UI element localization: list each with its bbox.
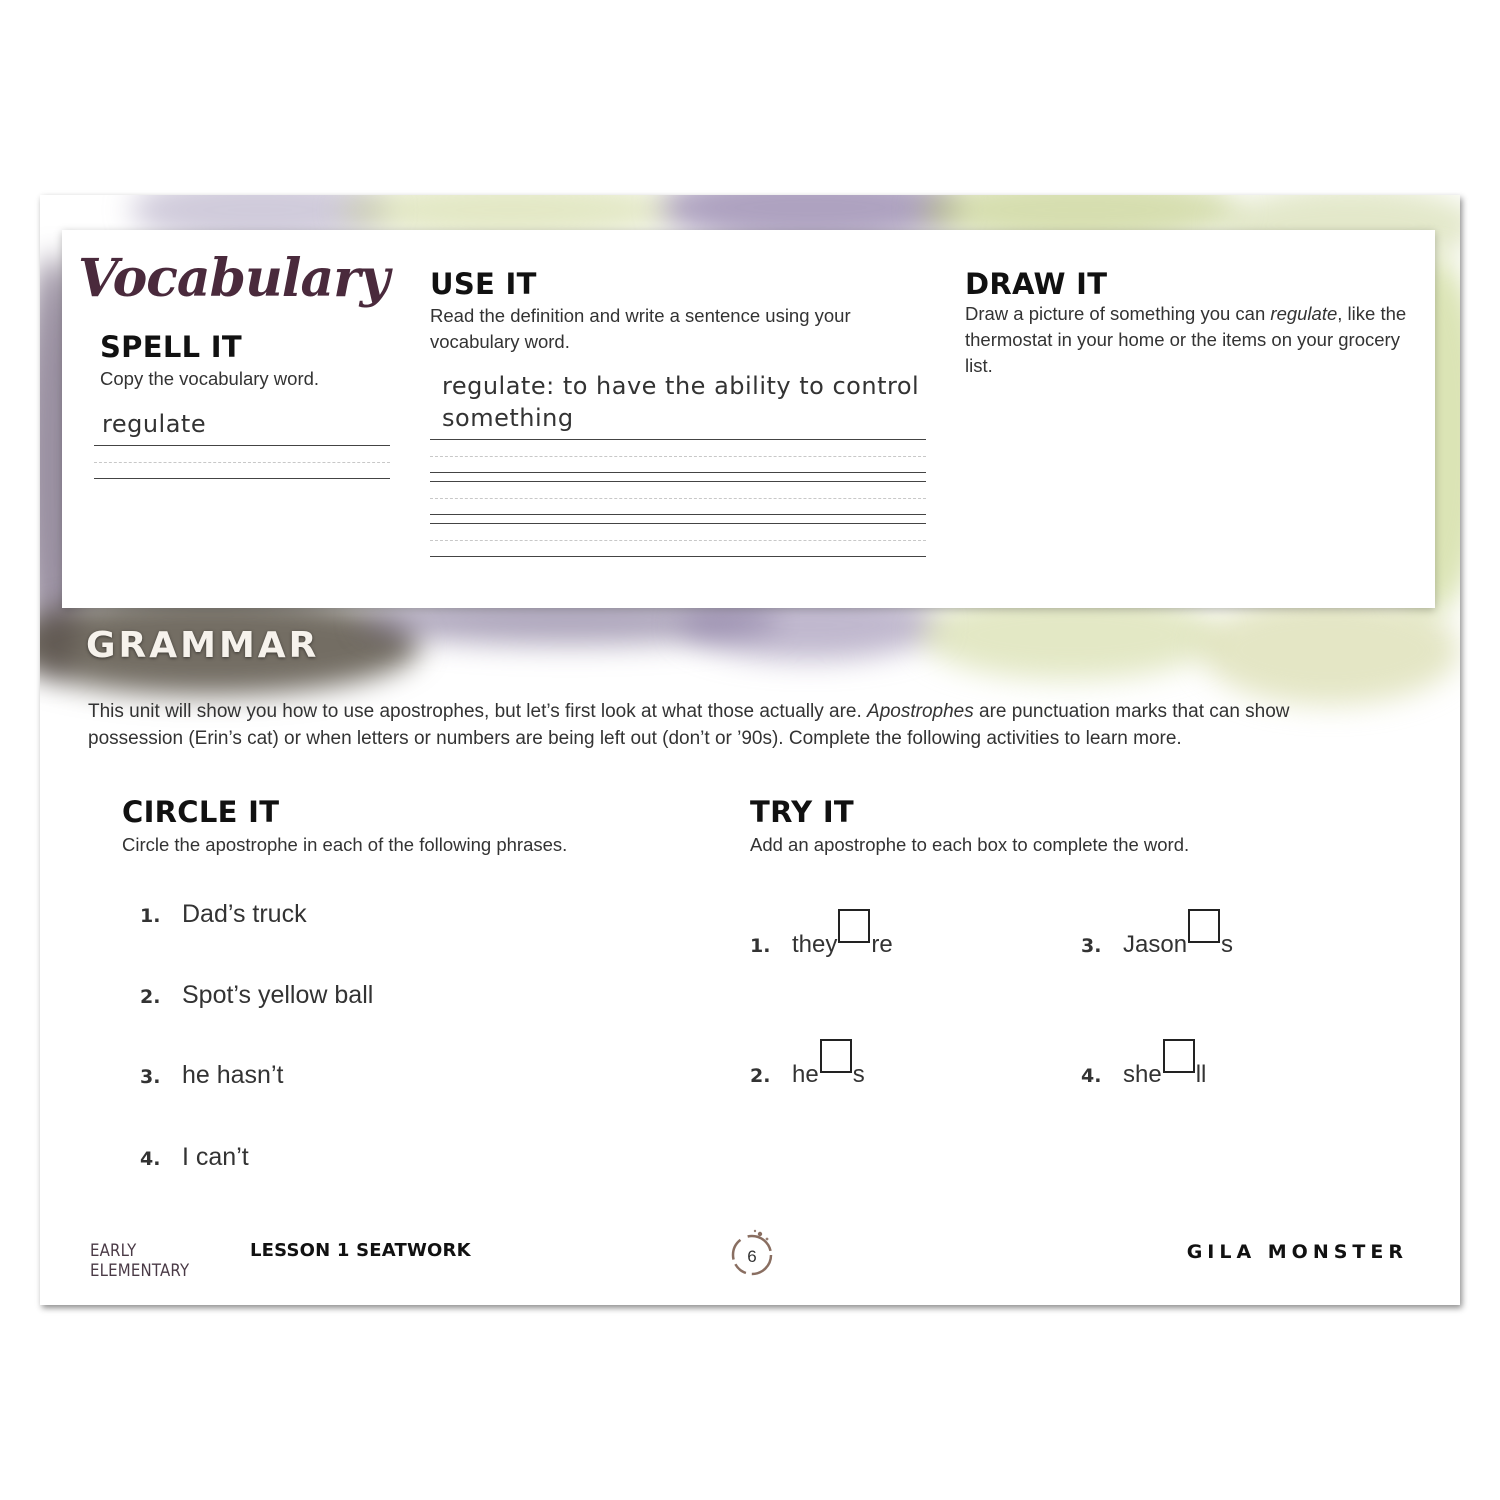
- apostrophe-box[interactable]: [1163, 1039, 1195, 1073]
- circle-item-4[interactable]: [140, 1143, 249, 1172]
- item-number: 1.: [750, 935, 771, 957]
- try-item-2: [750, 1055, 865, 1089]
- use-it-definition-2: something: [442, 404, 574, 432]
- footer-topic: GILA MONSTER: [1186, 1241, 1408, 1263]
- phrase-text: he hasn’t: [182, 1061, 284, 1089]
- spell-it-writing-line[interactable]: [94, 478, 390, 479]
- use-it-instruction-2: vocabulary word.: [430, 331, 570, 352]
- item-number: 4.: [1081, 1065, 1102, 1087]
- spell-it-instruction: Copy the vocabulary word.: [100, 368, 320, 389]
- apostrophe-box[interactable]: [838, 909, 870, 943]
- vocabulary-card: [62, 230, 1435, 608]
- draw-it-instruction: Draw a picture of something you can regulate, like the thermostat in your home or the items on your grocery list.: [965, 303, 1407, 376]
- circle-item-2[interactable]: [140, 981, 373, 1010]
- word-part-after: s: [852, 1061, 865, 1088]
- item-number: 3.: [1081, 935, 1102, 957]
- use-it-instruction-1: Read the definition and write a sentence using your: [430, 305, 851, 326]
- use-it-writing-line-1[interactable]: [430, 472, 926, 473]
- circle-it-heading: CIRCLE IT: [122, 795, 280, 829]
- try-item-1: [750, 925, 893, 959]
- spell-it-heading: SPELL IT: [100, 330, 242, 364]
- word-part-after: ll: [1195, 1061, 1207, 1088]
- use-it-mid-line-1: [430, 456, 926, 457]
- grammar-intro: This unit will show you how to use apostrophes, but let’s first look at what those actually are. Apostrophes are punctuation marks that can show possession (Erin’s cat) or when letters or numbers are being left out (don’t or ’90s). Complete the following activities to learn more.: [88, 701, 1290, 749]
- item-number: 3.: [140, 1066, 161, 1088]
- word-part-after: re: [871, 931, 893, 958]
- use-it-mid-line-3: [430, 540, 926, 541]
- word-part-before: Jason: [1123, 931, 1188, 958]
- apostrophe-box[interactable]: [820, 1039, 852, 1073]
- use-it-writing-line-2[interactable]: [430, 514, 926, 515]
- item-number: 4.: [140, 1148, 161, 1170]
- try-it-instruction: Add an apostrophe to each box to complete the word.: [750, 834, 1190, 855]
- page-number-badge: [727, 1225, 777, 1281]
- use-it-mid-line-2: [430, 498, 926, 499]
- footer-grade: EARLY ELEMENTARY: [90, 1241, 190, 1281]
- phrase-text: Dad’s truck: [182, 900, 307, 928]
- page-number: 6: [747, 1247, 757, 1266]
- word-part-before: they: [792, 931, 838, 958]
- use-it-top-line-2: [430, 481, 926, 482]
- item-number: 2.: [750, 1065, 771, 1087]
- circle-it-instruction: Circle the apostrophe in each of the following phrases.: [122, 834, 568, 855]
- use-it-heading: USE IT: [430, 267, 537, 301]
- try-item-3: [1081, 925, 1233, 959]
- vocabulary-title: Vocabulary: [78, 248, 389, 309]
- item-number: 2.: [140, 986, 161, 1008]
- spell-it-top-line: [94, 445, 390, 446]
- circle-item-3[interactable]: [140, 1061, 283, 1090]
- draw-it-heading: DRAW IT: [965, 267, 1108, 301]
- word-part-before: she: [1123, 1061, 1162, 1088]
- word-part-before: he: [792, 1061, 819, 1088]
- phrase-text: Spot’s yellow ball: [182, 981, 374, 1009]
- item-number: 1.: [140, 905, 161, 927]
- word-part-after: s: [1221, 931, 1234, 958]
- footer-lesson: LESSON 1 SEATWORK: [250, 1240, 471, 1261]
- use-it-top-line: [430, 439, 926, 440]
- use-it-top-line-3: [430, 523, 926, 524]
- circle-item-1[interactable]: [140, 900, 307, 929]
- draw-it-area[interactable]: [965, 390, 1405, 590]
- apostrophe-box[interactable]: [1188, 909, 1220, 943]
- grammar-title: GRAMMAR: [86, 625, 320, 666]
- try-item-4: [1081, 1055, 1206, 1089]
- phrase-text: I can’t: [182, 1143, 249, 1171]
- worksheet-page: [40, 195, 1460, 1305]
- use-it-definition-1: regulate: to have the ability to control: [442, 372, 920, 400]
- use-it-writing-line-3[interactable]: [430, 556, 926, 557]
- try-it-heading: TRY IT: [750, 795, 854, 829]
- spell-it-word: regulate: [102, 410, 207, 438]
- spell-it-mid-line: [94, 462, 390, 463]
- footer-course: [90, 1240, 471, 1281]
